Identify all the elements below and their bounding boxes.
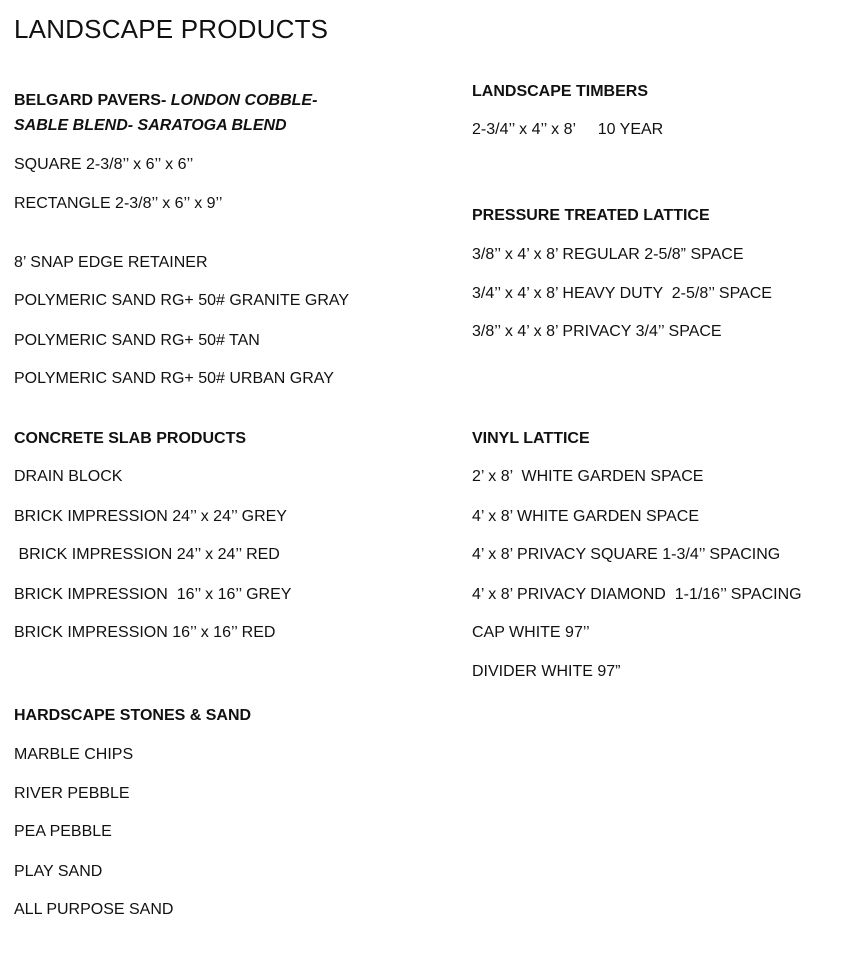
page-title: LANDSCAPE PRODUCTS — [14, 14, 329, 44]
list-item: RIVER PEBBLE — [14, 785, 130, 802]
pt-lattice-heading: PRESSURE TREATED LATTICE — [472, 207, 710, 224]
list-item: 3/4’’ x 4’ x 8’ HEAVY DUTY 2-5/8’’ SPACE — [472, 285, 772, 302]
belgard-heading-line-2: SABLE BLEND- SARATOGA BLEND — [14, 117, 287, 134]
list-item: RECTANGLE 2-3/8’’ x 6’’ x 9’’ — [14, 195, 223, 212]
list-item: BRICK IMPRESSION 24’’ x 24’’ RED — [14, 546, 280, 563]
list-item: BRICK IMPRESSION 24’’ x 24’’ GREY — [14, 508, 287, 525]
timbers-heading: LANDSCAPE TIMBERS — [472, 83, 649, 100]
list-item: BRICK IMPRESSION 16’’ x 16’’ GREY — [14, 586, 292, 603]
belgard-heading-brand: BELGARD PAVERS- — [14, 92, 171, 109]
list-item: 3/8’’ x 4’ x 8’ REGULAR 2-5/8” SPACE — [472, 246, 744, 263]
list-item: BRICK IMPRESSION 16’’ x 16’’ RED — [14, 624, 276, 641]
list-item: CAP WHITE 97’’ — [472, 624, 590, 641]
belgard-heading-style: LONDON COBBLE- — [170, 92, 318, 109]
list-item: DRAIN BLOCK — [14, 468, 123, 485]
hardscape-heading: HARDSCAPE STONES & SAND — [14, 707, 252, 724]
vinyl-lattice-heading: VINYL LATTICE — [472, 430, 590, 447]
belgard-heading-line-1 — [14, 90, 317, 112]
list-item: POLYMERIC SAND RG+ 50# GRANITE GRAY — [14, 292, 350, 309]
list-item: 2’ x 8’ WHITE GARDEN SPACE — [472, 468, 704, 485]
concrete-heading: CONCRETE SLAB PRODUCTS — [14, 430, 247, 447]
list-item: DIVIDER WHITE 97” — [472, 663, 621, 680]
list-item: SQUARE 2-3/8’’ x 6’’ x 6’’ — [14, 156, 194, 173]
list-item: 2-3/4’’ x 4’’ x 8’ 10 YEAR — [472, 121, 664, 138]
list-item: PLAY SAND — [14, 863, 103, 880]
list-item: 3/8’’ x 4’ x 8’ PRIVACY 3/4’’ SPACE — [472, 323, 722, 340]
list-item: 8’ SNAP EDGE RETAINER — [14, 254, 208, 271]
list-item: 4’ x 8’ WHITE GARDEN SPACE — [472, 508, 699, 525]
list-item: 4’ x 8’ PRIVACY SQUARE 1-3/4’’ SPACING — [472, 546, 781, 563]
list-item: MARBLE CHIPS — [14, 746, 134, 763]
list-item: PEA PEBBLE — [14, 823, 112, 840]
list-item: 4’ x 8’ PRIVACY DIAMOND 1-1/16’’ SPACING — [472, 586, 802, 603]
list-item: ALL PURPOSE SAND — [14, 901, 174, 918]
list-item: POLYMERIC SAND RG+ 50# TAN — [14, 332, 260, 349]
list-item: POLYMERIC SAND RG+ 50# URBAN GRAY — [14, 370, 334, 387]
